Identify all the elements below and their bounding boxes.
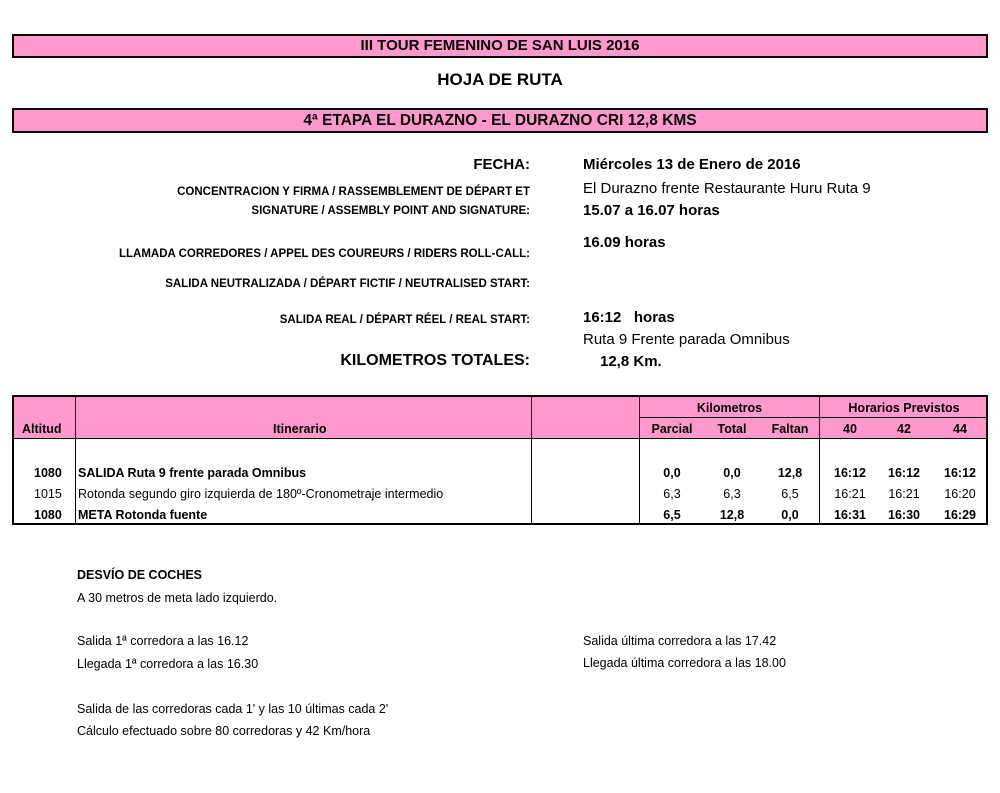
table-row-h40: 16:31 xyxy=(834,508,866,522)
salida-real-place: Ruta 9 Frente parada Omnibus xyxy=(583,331,790,348)
table-row-itinerario: META Rotonda fuente xyxy=(78,508,208,522)
table-row-h44: 16:12 xyxy=(944,466,976,480)
desvio-text: A 30 metros de meta lado izquierdo. xyxy=(77,591,278,605)
table-row-parcial: 6,3 xyxy=(663,487,681,501)
table-row-altitud: 1015 xyxy=(34,487,62,501)
table-row-h40: 16:12 xyxy=(834,466,866,480)
table-row-faltan: 6,5 xyxy=(781,487,799,501)
header-horarios: Horarios Previstos xyxy=(848,401,960,415)
header-kilometros: Kilometros xyxy=(696,401,763,415)
table-row-altitud: 1080 xyxy=(34,508,62,522)
col-divider xyxy=(819,397,820,523)
llamada-label: LLAMADA CORREDORES / APPEL DES COUREURS / RIDERS ROLL-CALL: xyxy=(118,248,530,260)
event-title-banner: III TOUR FEMENINO DE SAN LUIS 2016 xyxy=(12,34,988,58)
concentracion-label-line2: SIGNATURE / ASSEMBLY POINT AND SIGNATURE: xyxy=(251,205,530,217)
fecha-label: FECHA: xyxy=(473,156,530,173)
table-row-parcial: 6,5 xyxy=(663,508,681,522)
table-row-h40: 16:21 xyxy=(834,487,866,501)
table-row-total: 0,0 xyxy=(723,466,741,480)
salida-real-time: 16:12 horas xyxy=(583,309,675,326)
calculo-nota: Cálculo efectuado sobre 80 corredoras y 42 Km/hora xyxy=(77,724,371,738)
col-divider xyxy=(75,397,76,523)
table-row-faltan: 0,0 xyxy=(781,508,799,522)
llamada-value: 16.09 horas xyxy=(583,234,666,251)
table-row-h44: 16:20 xyxy=(944,487,976,501)
table-row-total: 6,3 xyxy=(723,487,741,501)
stage-title-banner: 4ª ETAPA EL DURAZNO - EL DURAZNO CRI 12,8 KMS xyxy=(12,108,988,133)
page-subtitle: HOJA DE RUTA xyxy=(437,70,563,89)
header-h44: 44 xyxy=(953,422,967,436)
table-row-altitud: 1080 xyxy=(34,466,62,480)
group-header-divider xyxy=(639,417,988,418)
table-row-h44: 16:29 xyxy=(944,508,976,522)
table-row-h42: 16:12 xyxy=(888,466,920,480)
concentracion-time: 15.07 a 16.07 horas xyxy=(583,202,720,219)
header-altitud: Altitud xyxy=(22,422,62,436)
header-total: Total xyxy=(717,422,747,436)
frecuencia-salida: Salida de las corredoras cada 1' y las 10 últimas cada 2' xyxy=(77,702,389,716)
table-row-itinerario: Rotonda segundo giro izquierda de 180º-Cronometraje intermedio xyxy=(78,487,444,501)
concentracion-place: El Durazno frente Restaurante Huru Ruta 9 xyxy=(583,180,871,197)
header-h40: 40 xyxy=(843,422,857,436)
llegada-primera: Llegada 1ª corredora a las 16.30 xyxy=(77,657,259,671)
km-totales-label: KILOMETROS TOTALES: xyxy=(340,352,530,369)
col-divider xyxy=(639,397,640,523)
salida-primera: Salida 1ª corredora a las 16.12 xyxy=(77,634,249,648)
header-itinerario: Itinerario xyxy=(273,422,327,436)
table-row-itinerario: SALIDA Ruta 9 frente parada Omnibus xyxy=(78,466,307,480)
desvio-title: DESVÍO DE COCHES xyxy=(77,568,203,582)
table-row-total: 12,8 xyxy=(719,508,745,522)
itinerary-table xyxy=(12,395,988,525)
header-faltan: Faltan xyxy=(771,422,809,436)
table-row-h42: 16:21 xyxy=(888,487,920,501)
salida-ultima: Salida última corredora a las 17.42 xyxy=(583,634,777,648)
km-totales-value: 12,8 Km. xyxy=(600,353,662,370)
header-h42: 42 xyxy=(897,422,911,436)
header-parcial: Parcial xyxy=(651,422,693,436)
table-row-parcial: 0,0 xyxy=(663,466,681,480)
col-divider xyxy=(531,397,532,523)
salida-neutralizada-label: SALIDA NEUTRALIZADA / DÉPART FICTIF / NEUTRALISED START: xyxy=(165,278,530,290)
fecha-value: Miércoles 13 de Enero de 2016 xyxy=(583,156,801,173)
table-row-h42: 16:30 xyxy=(888,508,920,522)
salida-real-label: SALIDA REAL / DÉPART RÉEL / REAL START: xyxy=(279,314,530,326)
table-row-faltan: 12,8 xyxy=(777,466,803,480)
concentracion-label-line1: CONCENTRACION Y FIRMA / RASSEMBLEMENT DE DÉPART ET xyxy=(177,186,530,198)
llegada-ultima: Llegada última corredora a las 18.00 xyxy=(583,656,786,670)
